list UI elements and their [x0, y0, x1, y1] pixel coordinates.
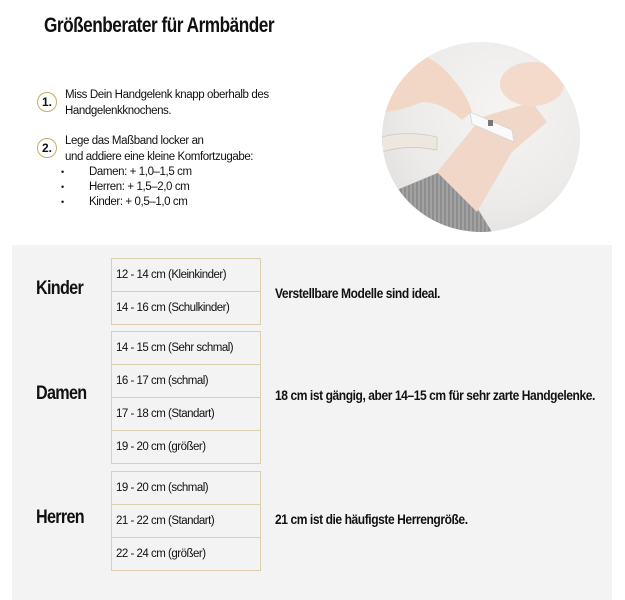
step-text	[65, 87, 269, 119]
size-list-damen	[111, 331, 261, 464]
note-herren: 21 cm ist die häufigste Herrengröße.	[275, 511, 468, 527]
step-number-badge: 1.	[37, 92, 57, 112]
step-line: Handgelenkknochens.	[65, 105, 172, 117]
size-row: 21 - 22 cm (Standart)	[112, 504, 260, 537]
step-number-badge: 2.	[37, 138, 57, 158]
hand-tape-measure-icon	[382, 42, 580, 232]
bullet-item: • Damen: + 1,0–1,5 cm	[61, 165, 253, 180]
step-line: Miss Dein Handgelenk knapp oberhalb des	[65, 89, 269, 101]
group-label-damen: Damen	[36, 383, 87, 404]
size-row: 12 - 14 cm (Kleinkinder)	[116, 269, 227, 281]
size-list-kinder	[111, 258, 261, 325]
step-line: Lege das Maßband locker an	[65, 135, 204, 147]
page-title: Größenberater für Armbänder	[44, 14, 275, 37]
note-damen: 18 cm ist gängig, aber 14–15 cm für sehr zarte Handgelenke.	[275, 387, 595, 403]
size-list-herren	[111, 471, 261, 571]
size-row: 14 - 16 cm (Schulkinder)	[112, 291, 260, 324]
bullet-item: • Kinder: + 0,5–1,0 cm	[61, 195, 253, 210]
wrist-measurement-photo	[382, 42, 580, 232]
group-label-kinder: Kinder	[36, 278, 84, 299]
size-row: 16 - 17 cm (schmal)	[112, 364, 260, 397]
size-row: 17 - 18 cm (Standart)	[112, 397, 260, 430]
size-row: 14 - 15 cm (Sehr schmal)	[116, 342, 234, 354]
note-kinder: Verstellbare Modelle sind ideal.	[275, 285, 440, 301]
size-row: 19 - 20 cm (größer)	[112, 430, 260, 463]
size-row: 22 - 24 cm (größer)	[112, 537, 260, 570]
step-text	[65, 133, 253, 210]
bullet-item: • Herren: + 1,5–2,0 cm	[61, 180, 253, 195]
size-row: 19 - 20 cm (schmal)	[116, 482, 209, 494]
step-line: und addiere eine kleine Komfortzugabe:	[65, 151, 254, 163]
comfort-allowance-list	[61, 165, 253, 210]
group-label-herren: Herren	[36, 507, 84, 528]
